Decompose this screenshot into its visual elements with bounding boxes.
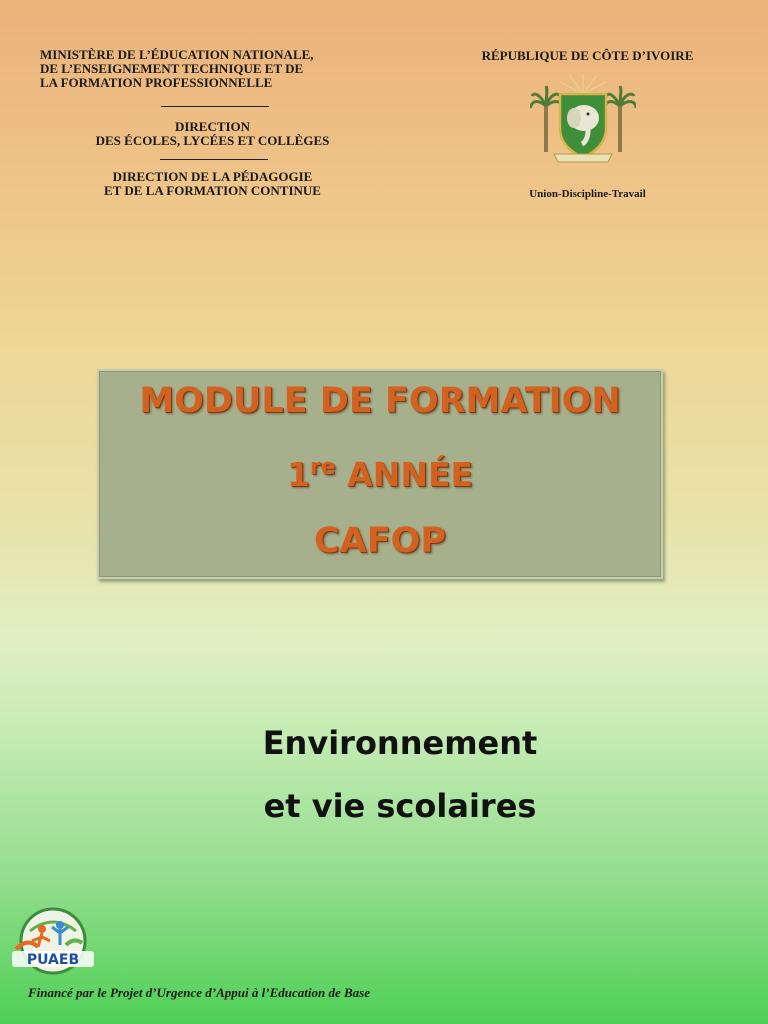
pedagogy-line-1: DIRECTION DE LA PÉDAGOGIE [112,169,313,184]
subject-line-1: Environnement [262,724,538,762]
direction-block [60,120,365,148]
year-label: ANNÉE [335,455,474,494]
ministry-block [40,48,370,90]
pedagogy-line-2: ET DE LA FORMATION CONTINUE [104,183,321,198]
subject-line-2: et vie scolaires [263,787,537,825]
republic-title: RÉPUBLIQUE DE CÔTE D’IVOIRE [481,48,694,63]
module-title-line-3: CAFOP [313,521,447,561]
ministry-line-3: LA FORMATION PROFESSIONNELLE [40,75,273,90]
funding-note: Financé par le Projet d’Urgence d’Appui à l’Education de Base [28,985,370,1000]
module-title-line-2 [99,455,661,494]
module-title-box [97,369,663,579]
puaeb-logo-text: PUAEB [26,952,80,968]
year-superscript: re [309,455,336,480]
module-title-line-1: MODULE DE FORMATION [139,381,621,421]
puaeb-logo-icon [8,907,98,985]
year-number: 1 [286,455,310,494]
ministry-line-1: MINISTÈRE DE L’ÉDUCATION NATIONALE, [40,47,314,62]
motto: Union-Discipline-Travail [529,188,646,200]
pedagogy-block [60,170,365,198]
divider-2 [160,159,268,160]
divider-1 [161,106,269,107]
coat-of-arms-icon [530,72,636,168]
direction-line-1: DIRECTION [174,119,251,134]
ministry-line-2: DE L’ENSEIGNEMENT TECHNIQUE ET DE [40,61,304,76]
direction-line-2: DES ÉCOLES, LYCÉES ET COLLÈGES [95,133,330,148]
